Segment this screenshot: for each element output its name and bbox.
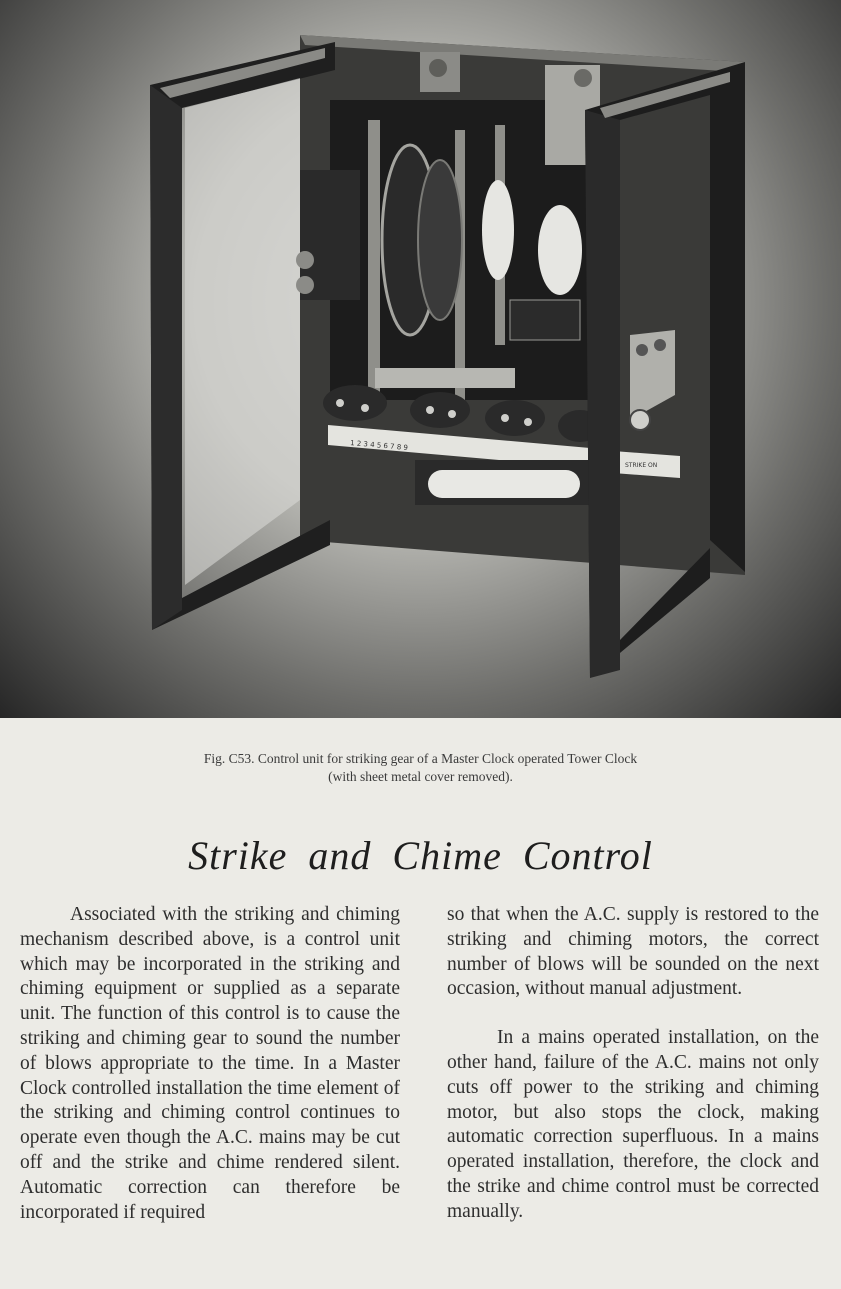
mechanism [296,52,600,400]
caption-line-2: (with sheet metal cover removed). [328,769,513,784]
caption-line-1: Fig. C53. Control unit for striking gear of a Master Clock operated Tower Clock [203,751,638,766]
svg-text:STRIKE ON: STRIKE ON [625,462,658,469]
body-paragraph-continued: so that when the A.C. supply is restored to the striking and chiming motors, the correct number of blows will be sounded on the next occasion, without manual adjustment. [447,904,819,1000]
figure-caption [0,750,841,786]
left-column [20,903,400,1225]
svg-text:1 2 3 4 5 6 7 8 9: 1 2 3 4 5 6 7 8 9 [349,439,409,453]
right-column [447,903,819,1225]
body-paragraph: In a mains operated installation, on the other hand, failure of the A.C. mains not only cuts off power to the striking and chiming motor, but also stops the clock, making automatic correction superfluous. In a mains operated installation, therefore, the clock and the strike and chime control must be corrected manually. [447,1027,819,1222]
body-paragraph: Associated with the striking and chiming mechanism described above, is a control unit which may be incorporated in the striking and chiming equipment or supplied as a separate unit. The function of this control is to cause the striking and chiming gear to sound the number of blows appropriate to the time. In a Master Clock controlled installation the time element of the striking and chiming control continues to operate even though the A.C. mains may be cut off and the strike and chime rendered silent. Automatic correction can therefore be incorporated if required [20,904,400,1223]
section-title: Strike and Chime Control [188,833,653,878]
